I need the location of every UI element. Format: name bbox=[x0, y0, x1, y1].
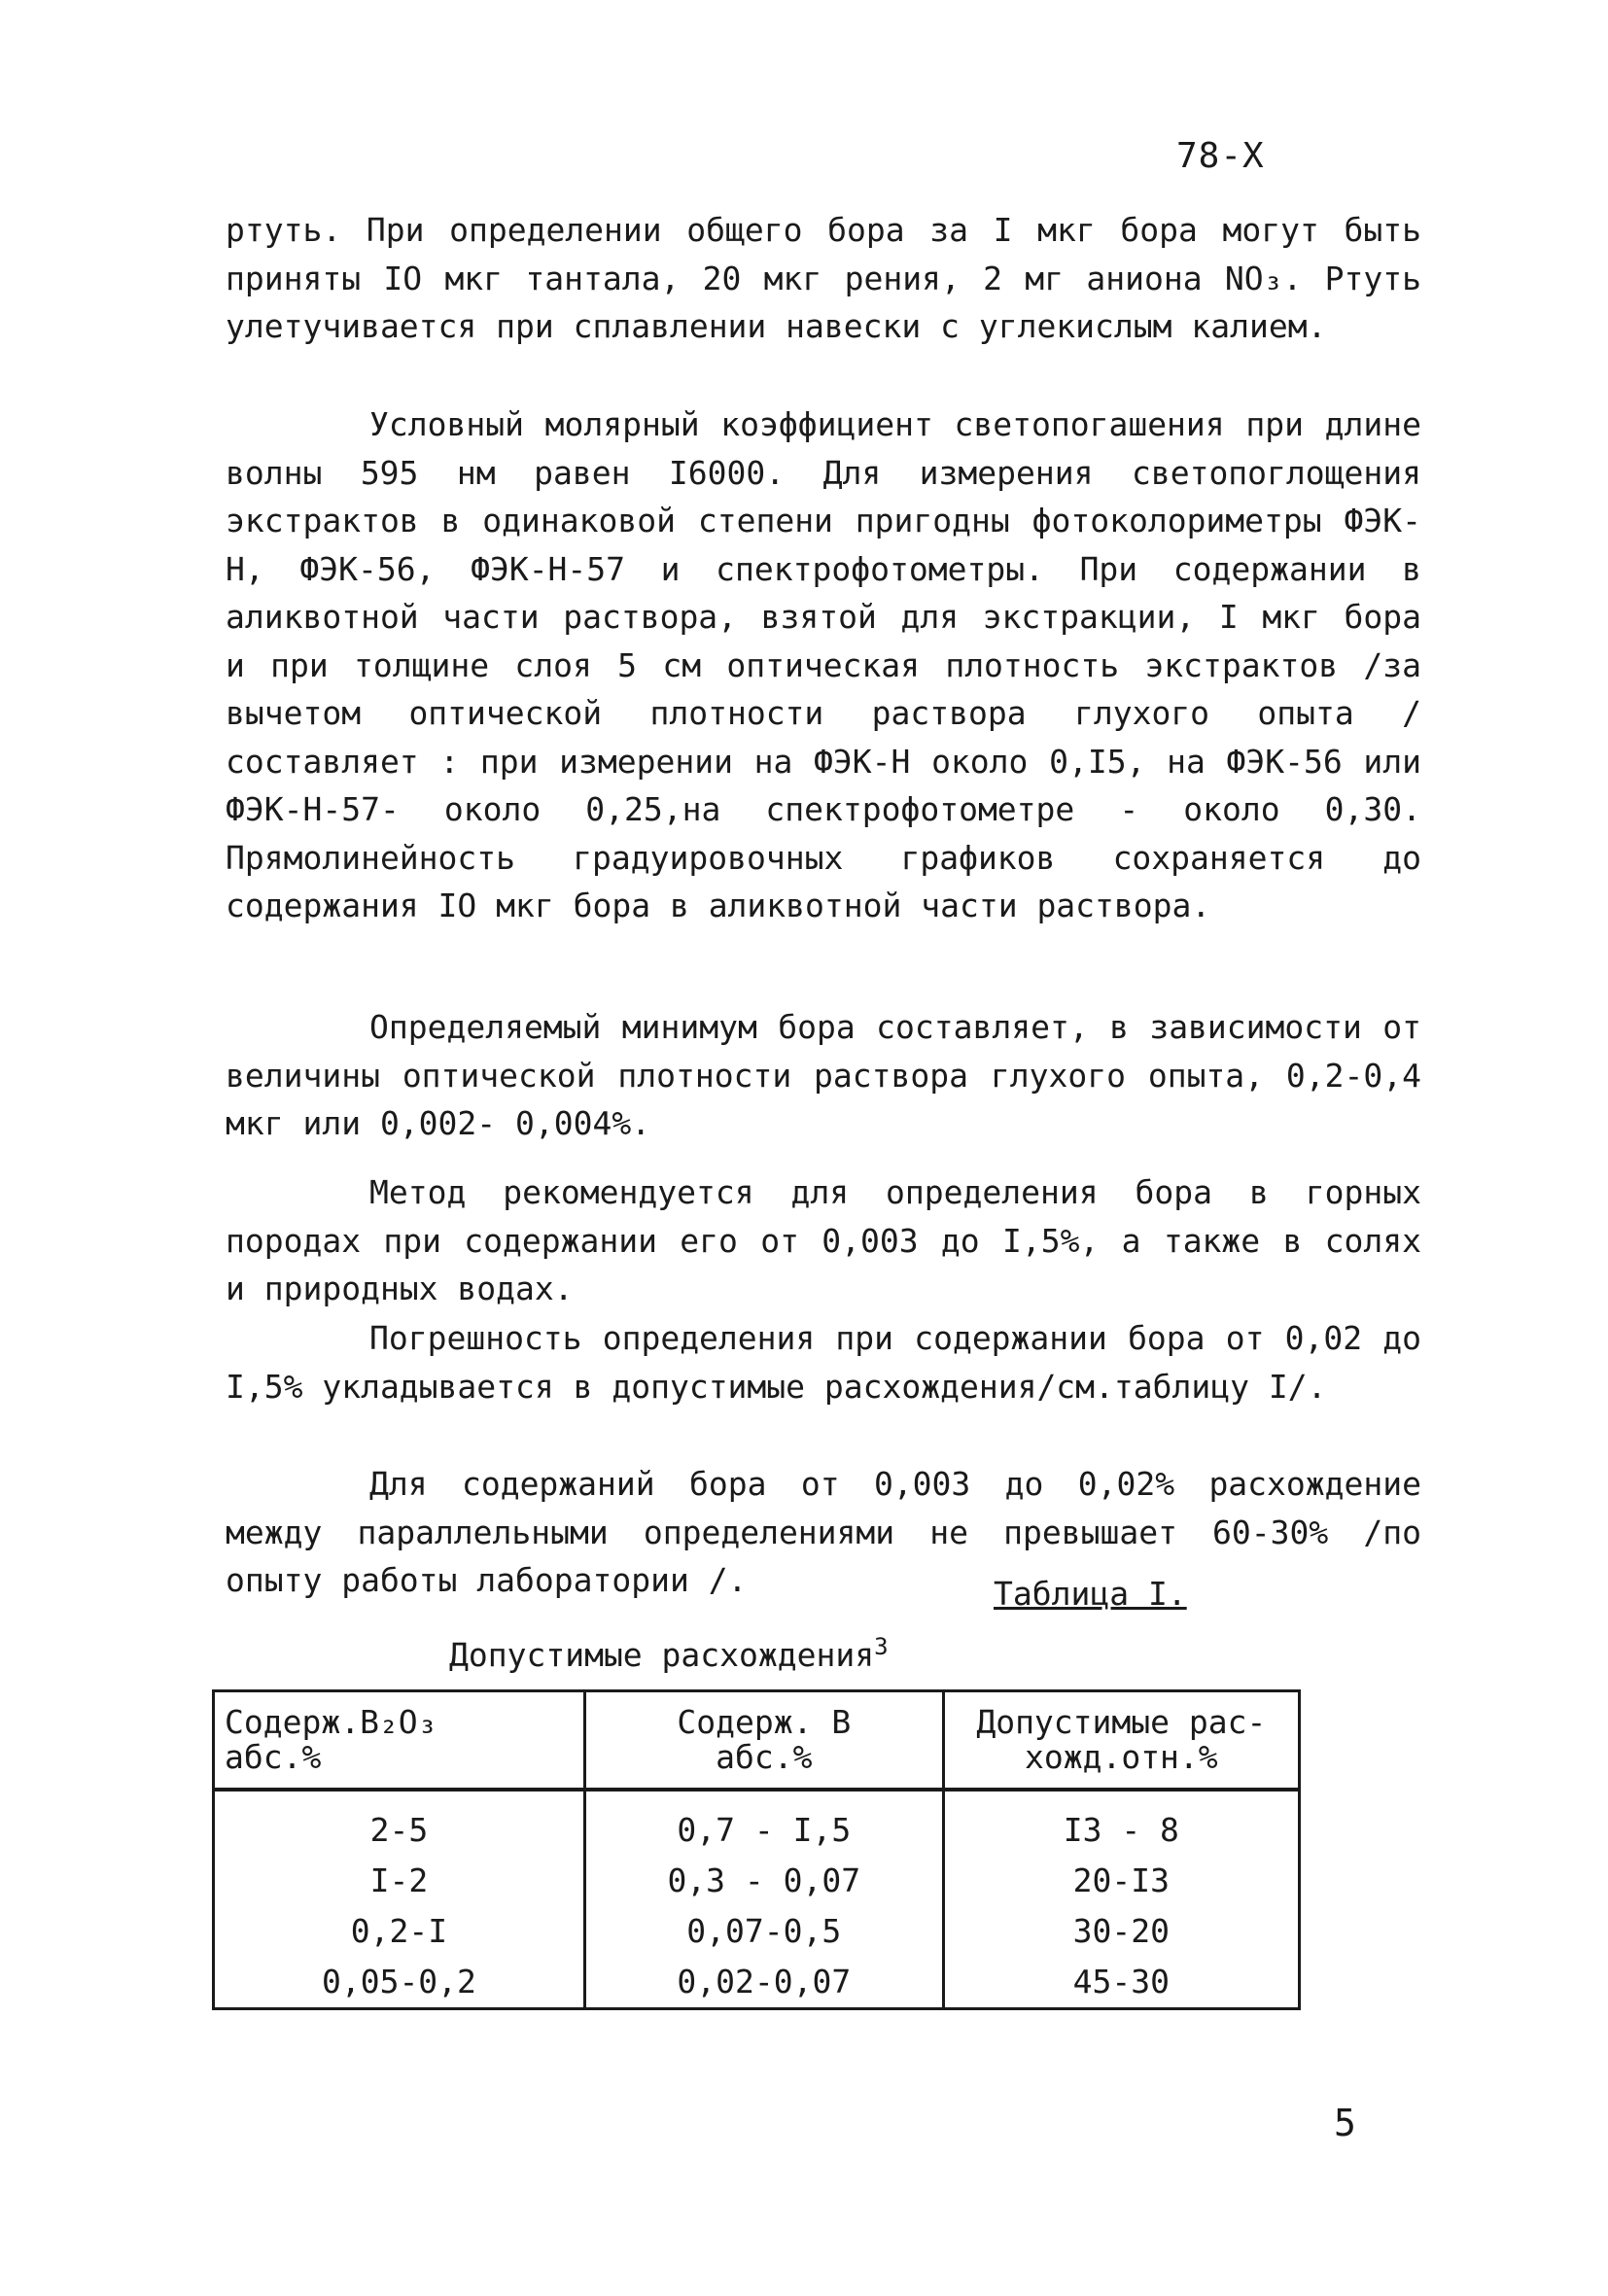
table-title-footnote: 3 bbox=[874, 1633, 889, 1660]
header-b2o3-line1: Содерж.B₂O₃ bbox=[225, 1703, 437, 1741]
paragraph-4-block bbox=[226, 1168, 1421, 1313]
cell-b2o3: 0,05-0,2 bbox=[214, 1957, 585, 2009]
page-code: 78-X bbox=[1176, 136, 1265, 176]
header-tolerance-line1: Допустимые рас- bbox=[976, 1703, 1267, 1741]
cell-tolerance: 45-30 bbox=[943, 1957, 1299, 2009]
paragraph-error: Погрешность определения при содержании бора от 0,02 до I,5% укладывается в допустимые расхождения/см.таблицу I/. bbox=[226, 1319, 1421, 1406]
header-b-line2: абс.% bbox=[716, 1738, 813, 1776]
paragraph-mercury: ртуть. При определении общего бора за I мкг бора могут быть приняты IO мкг тантала, 20 мкг рения, 2 мг аниона NO₃. Ртуть улетучивается при сплавлении навески с углекислым калием. bbox=[226, 211, 1421, 345]
table-header-row bbox=[214, 1691, 1300, 1791]
cell-tolerance: I3 - 8 bbox=[943, 1790, 1299, 1856]
cell-tolerance: 30-20 bbox=[943, 1906, 1299, 1957]
cell-b2o3: 2-5 bbox=[214, 1790, 585, 1856]
table-title bbox=[449, 1633, 889, 1674]
header-b2o3-line2: абс.% bbox=[225, 1738, 322, 1776]
header-b-line1: Содерж. B bbox=[677, 1703, 852, 1741]
cell-b: 0,07-0,5 bbox=[584, 1906, 943, 1957]
paragraph-molar-coefficient: Условный молярный коэффициент светопогашения при длине волны 595 нм равен I6000. Для измерения светопоглощения экстрактов в одинаковой степени пригодны фотоколориметры ФЭК-Н, ФЭК-56, ФЭК-Н-57 и спектрофотометры. При содержании в аликвотной части раствора, взятой для экстракции, I мкг бора и при толщине слоя 5 см оптическая плотность экстрактов /за вычетом оптической плотности раствора глухого опыта / составляет : при измерении на ФЭК-Н около 0,I5, на ФЭК-56 или ФЭК-Н-57- около 0,25,на спектрофотометре - около 0,30. Прямолинейность градуировочных графиков сохраняется до содержания IO мкг бора в аликвотной части раствора. bbox=[226, 405, 1421, 924]
table-number: Таблица I. bbox=[994, 1575, 1187, 1613]
cell-b2o3: 0,2-I bbox=[214, 1906, 585, 1957]
table-row bbox=[214, 1957, 1300, 2009]
paragraph-method: Метод рекомендуется для определения бора в горных породах при содержании его от 0,003 до I,5%, а также в солях и природных водах. bbox=[226, 1173, 1421, 1307]
tolerance-table bbox=[212, 1689, 1301, 2010]
table-row bbox=[214, 1856, 1300, 1906]
paragraph-1-block bbox=[226, 206, 1421, 351]
header-tolerance-line2: хожд.отн.% bbox=[1024, 1738, 1218, 1776]
header-b bbox=[584, 1691, 943, 1791]
paragraph-5-block bbox=[226, 1314, 1421, 1410]
cell-b: 0,3 - 0,07 bbox=[584, 1856, 943, 1906]
header-tolerance bbox=[943, 1691, 1299, 1791]
table-row bbox=[214, 1906, 1300, 1957]
cell-b: 0,7 - I,5 bbox=[584, 1790, 943, 1856]
page-number: 5 bbox=[1334, 2102, 1356, 2144]
paragraph-parallel: Для содержаний бора от 0,003 до 0,02% расхождение между параллельными определениями не превышает 60-30% /по опыту работы лаборатории /. bbox=[226, 1465, 1421, 1599]
paragraph-6-block bbox=[226, 1460, 1421, 1605]
table-title-text: Допустимые расхождения bbox=[449, 1636, 875, 1674]
paragraph-3-block bbox=[226, 1003, 1421, 1148]
tolerance-table-wrap bbox=[212, 1689, 1301, 2010]
table-row bbox=[214, 1790, 1300, 1856]
header-b2o3 bbox=[214, 1691, 585, 1791]
paragraph-minimum: Определяемый минимум бора составляет, в зависимости от величины оптической плотности раствора глухого опыта, 0,2-0,4 мкг или 0,002- 0,004%. bbox=[226, 1008, 1421, 1142]
paragraph-2-block bbox=[226, 400, 1421, 930]
cell-tolerance: 20-I3 bbox=[943, 1856, 1299, 1906]
cell-b: 0,02-0,07 bbox=[584, 1957, 943, 2009]
cell-b2o3: I-2 bbox=[214, 1856, 585, 1906]
